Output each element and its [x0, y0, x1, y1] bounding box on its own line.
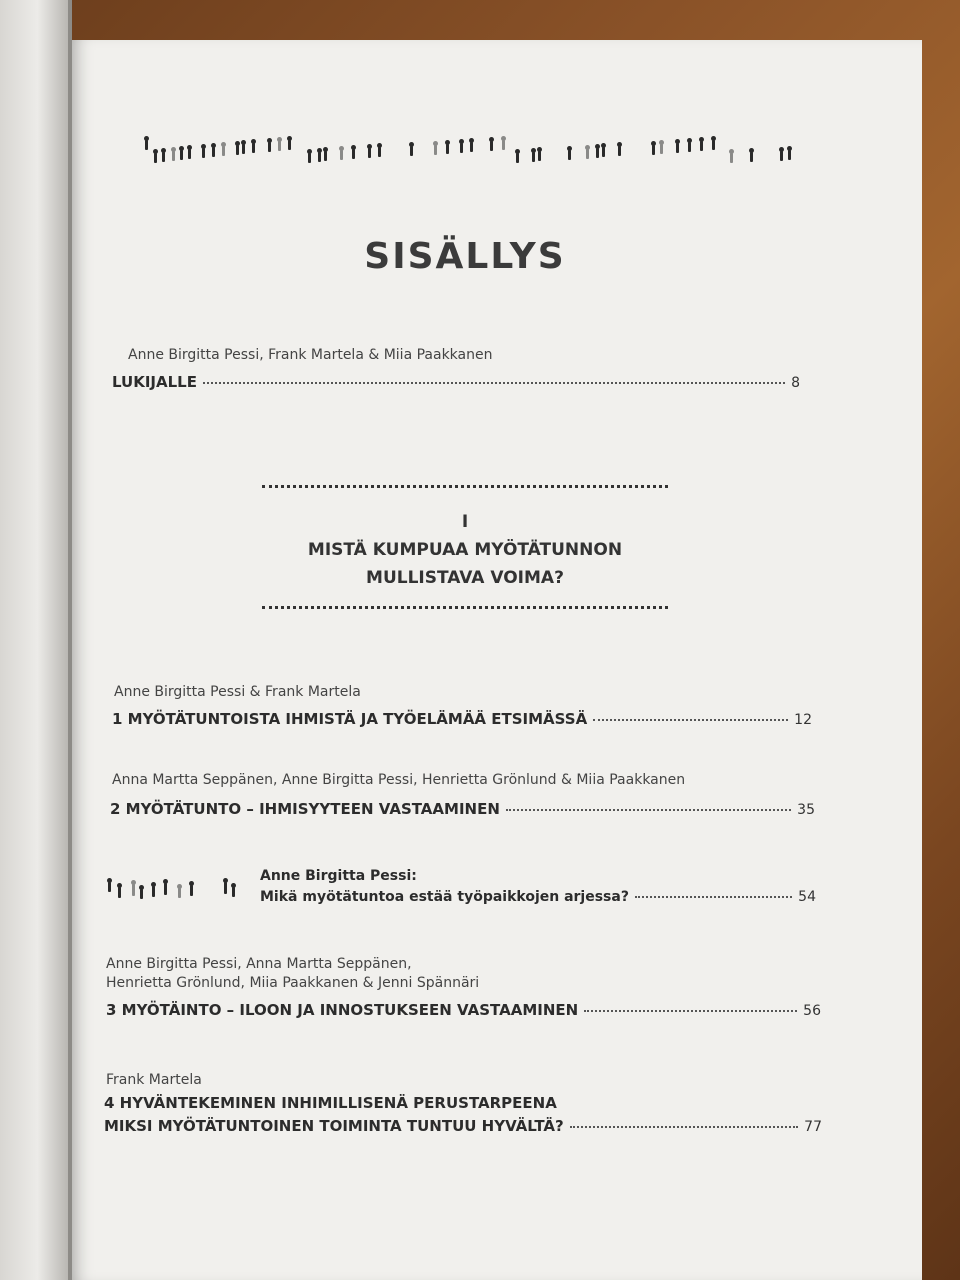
person-figure — [538, 151, 541, 161]
person-figure — [140, 889, 143, 899]
part-title-line2: MULLISTAVA VOIMA? — [366, 568, 564, 588]
person-figure — [652, 145, 655, 155]
person-figure — [434, 145, 437, 155]
person-figure — [712, 140, 715, 150]
toc-entry-chapter-4-line1[interactable] — [104, 1094, 704, 1112]
leader-dots — [506, 809, 791, 811]
person-figure — [660, 144, 663, 154]
person-figure — [352, 149, 355, 159]
person-figure — [190, 885, 193, 896]
toc-page-number: 77 — [804, 1119, 822, 1135]
toc-authors-line1: Anne Birgitta Pessi, Anna Martta Seppänen, — [106, 956, 412, 972]
person-figure — [232, 887, 235, 897]
leader-dots — [203, 382, 785, 384]
person-figure — [788, 150, 791, 160]
person-figure — [368, 148, 371, 158]
person-figure — [222, 146, 225, 156]
person-figure — [212, 147, 215, 157]
person-figure — [516, 153, 519, 163]
toc-entry-title: 1 MYÖTÄTUNTOISTA IHMISTÄ JA TYÖELÄMÄÄ ETSIMÄSSÄ — [112, 710, 588, 728]
person-figure — [460, 143, 463, 153]
toc-page-number: 56 — [803, 1003, 821, 1019]
toc-page-number: 12 — [794, 712, 812, 728]
toc-entry-title: 2 MYÖTÄTUNTO – IHMISYYTEEN VASTAAMINEN — [110, 800, 500, 818]
part-heading — [250, 508, 680, 592]
toc-page-number: 8 — [791, 375, 800, 391]
page-title: SISÄLLYS — [364, 236, 566, 277]
person-figure — [108, 882, 111, 892]
person-figure — [700, 141, 703, 151]
facing-page — [0, 0, 68, 1280]
person-figure — [145, 140, 148, 150]
leader-dots — [584, 1010, 797, 1012]
toc-entry-title: Mikä myötätuntoa estää työpaikkojen arjessa? — [260, 889, 629, 905]
person-figure — [132, 884, 135, 896]
person-figure — [236, 145, 239, 155]
toc-authors: Anne Birgitta Pessi, Frank Martela & Miia Paakkanen — [128, 347, 493, 363]
leader-dots — [570, 1126, 798, 1128]
toc-entry-chapter-2[interactable] — [110, 800, 815, 818]
essay-author: Anne Birgitta Pessi: — [260, 868, 417, 884]
person-figure — [242, 144, 245, 154]
person-figure — [224, 882, 227, 894]
part-divider-bottom — [262, 606, 668, 609]
toc-entry-chapter-1[interactable] — [112, 710, 812, 728]
person-figure — [180, 150, 183, 160]
leader-dots — [593, 719, 788, 721]
toc-entry-chapter-4-line2[interactable] — [104, 1117, 822, 1135]
person-figure — [378, 147, 381, 157]
person-figure — [730, 153, 733, 163]
person-figure — [324, 151, 327, 161]
toc-entry-chapter-3[interactable] — [106, 1001, 821, 1019]
person-figure — [202, 148, 205, 158]
person-figure — [178, 888, 181, 898]
person-figure — [410, 146, 413, 156]
person-figure — [188, 149, 191, 159]
person-figure — [688, 142, 691, 152]
toc-entry-title-line2: MIKSI MYÖTÄTUNTOINEN TOIMINTA TUNTUU HYVÄLTÄ? — [104, 1117, 564, 1135]
part-title-line1: MISTÄ KUMPUAA MYÖTÄTUNNON — [307, 540, 623, 560]
toc-page-number: 54 — [798, 889, 816, 905]
person-figure — [470, 142, 473, 152]
person-figure — [750, 152, 753, 162]
person-figure — [118, 887, 121, 898]
person-figure — [152, 886, 155, 897]
person-figure — [618, 146, 621, 156]
toc-entry-essay[interactable] — [260, 889, 816, 905]
person-figure — [502, 140, 505, 150]
person-figure — [164, 883, 167, 895]
person-figure — [278, 141, 281, 151]
person-figure — [172, 151, 175, 161]
person-figure — [532, 152, 535, 162]
person-figure — [596, 148, 599, 158]
person-figure — [586, 149, 589, 159]
person-figure — [568, 150, 571, 160]
toc-authors: Frank Martela — [106, 1072, 202, 1088]
part-number: I — [461, 512, 469, 532]
person-figure — [340, 150, 343, 160]
small-people-figures-decoration — [106, 876, 246, 904]
part-divider-top — [262, 485, 668, 488]
toc-page-number: 35 — [797, 802, 815, 818]
toc-entry-lukijalle[interactable] — [112, 373, 800, 391]
person-figure — [252, 143, 255, 153]
leader-dots — [635, 896, 792, 898]
person-figure — [490, 141, 493, 151]
toc-authors-line2: Henrietta Grönlund, Miia Paakkanen & Jenni Spännäri — [106, 975, 480, 991]
person-figure — [780, 151, 783, 161]
people-figures-decoration — [140, 122, 820, 167]
person-figure — [268, 142, 271, 152]
person-figure — [318, 152, 321, 162]
person-figure — [154, 153, 157, 163]
toc-entry-title-line1: 4 HYVÄNTEKEMINEN INHIMILLISENÄ PERUSTARPEENA — [104, 1094, 557, 1112]
toc-authors: Anne Birgitta Pessi & Frank Martela — [114, 684, 361, 700]
person-figure — [676, 143, 679, 153]
toc-entry-title: LUKIJALLE — [112, 373, 197, 391]
person-figure — [162, 152, 165, 162]
person-figure — [446, 144, 449, 154]
toc-entry-title: 3 MYÖTÄINTO – ILOON JA INNOSTUKSEEN VASTAAMINEN — [106, 1001, 579, 1019]
person-figure — [308, 153, 311, 163]
person-figure — [602, 147, 605, 157]
person-figure — [288, 140, 291, 150]
toc-authors: Anna Martta Seppänen, Anne Birgitta Pessi, Henrietta Grönlund & Miia Paakkanen — [112, 772, 686, 788]
